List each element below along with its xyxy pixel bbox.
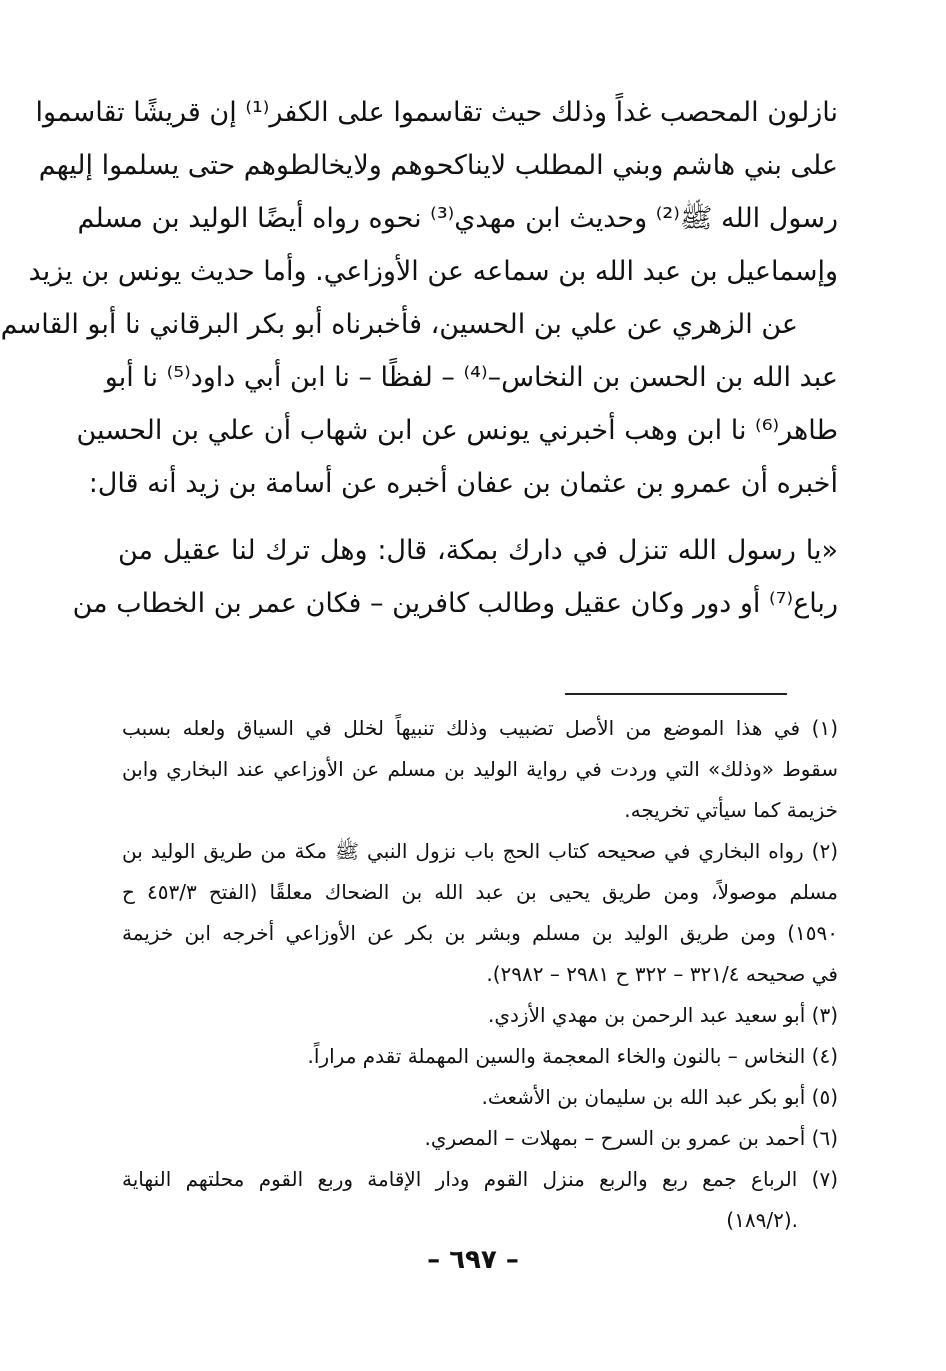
text-line: رسول الله ﷺ⁽²⁾ وحديث ابن مهدي⁽³⁾ نحوه رواه أيضًا الوليد بن مسلم — [77, 203, 838, 234]
paragraph-gap — [118, 510, 838, 524]
main-text — [0, 86, 838, 630]
footnote-line: (٢) رواه البخاري في صحيحه كتاب الحج باب نزول النبي ﷺ مكة من طريق الوليد بن — [122, 839, 838, 863]
text-line: أخبره أن عمرو بن عثمان بن عفان أخبره عن أسامة بن زيد أنه قال: — [88, 468, 838, 499]
footnote-line: مسلم موصولاً، ومن طريق يحيى بن عبد الله بن الضحاك معلقًا (الفتح ٤٥٣/٣ ح — [122, 880, 838, 904]
footnote-line: (٦) أحمد بن عمرو بن السرح – بمهلات – المصري. — [424, 1126, 838, 1150]
footnote-line: (٤) النخاس – بالنون والخاء المعجمة والسين المهملة تقدم مراراً. — [307, 1044, 838, 1068]
footnote-line: (٣) أبو سعيد عبد الرحمن بن مهدي الأزدي. — [488, 1003, 838, 1027]
footnote-line: (٥) أبو بكر عبد الله بن سليمان بن الأشعث. — [481, 1085, 838, 1109]
text-line: عبد الله بن الحسن بن النخاس–⁽⁴⁾ – لفظًا – نا ابن أبي داود⁽⁵⁾ نا أبو — [104, 362, 838, 393]
footnotes — [122, 708, 838, 1241]
text-line: نازلون المحصب غداً وذلك حيث تقاسموا على الكفر⁽¹⁾ إن قريشًا تقاسموا — [35, 97, 838, 128]
footnote-line: (١) في هذا الموضع من الأصل تضبيب وذلك تنبيهاً لخلل في السياق ولعله بسبب — [122, 716, 838, 740]
text-line: عن الزهري عن علي بن الحسين، فأخبرناه أبو بكر البرقاني نا أبو القاسم — [0, 309, 798, 340]
footnote-line: في صحيحه ٣٢١/٤ – ٣٢٢ ح ٢٩٨١ – ٢٩٨٢). — [486, 962, 838, 986]
quote-line: «يا رسول الله تنزل في دارك بمكة، قال: وهل ترك لنا عقيل من — [118, 535, 838, 566]
footnote-line: سقوط «وذلك» التي وردت في رواية الوليد بن مسلم عن الأوزاعي عند البخاري وابن — [122, 757, 838, 781]
quote-line: رباع⁽⁷⁾ أو دور وكان عقيل وطالب كافرين – فكان عمر بن الخطاب من — [72, 588, 838, 619]
text-line: وإسماعيل بن عبد الله بن سماعه عن الأوزاعي. وأما حديث يونس بن يزيد — [28, 256, 838, 287]
footnote-line: .(١٨٩/٢) — [726, 1208, 798, 1232]
footnote-line: ١٥٩٠) ومن طريق الوليد بن مسلم وبشر بن بكر عن الأوزاعي أخرجه ابن خزيمة — [122, 921, 838, 945]
text-line: على بني هاشم وبني المطلب لايناكحوهم ولايخالطوهم حتى يسلموا إليهم — [38, 150, 838, 181]
footnote-line: (٧) الرباع جمع ربع والربع منزل القوم ودار الإقامة وربع القوم محلتهم النهاية — [122, 1167, 838, 1191]
footnote-separator — [565, 693, 787, 695]
text-line: طاهر⁽⁶⁾ نا ابن وهب أخبرني يونس عن ابن شهاب أن علي بن الحسين — [76, 415, 838, 446]
page-number: – ٦٩٧ – — [427, 1245, 519, 1275]
footnote-line: خزيمة كما سيأتي تخريجه. — [624, 798, 838, 822]
